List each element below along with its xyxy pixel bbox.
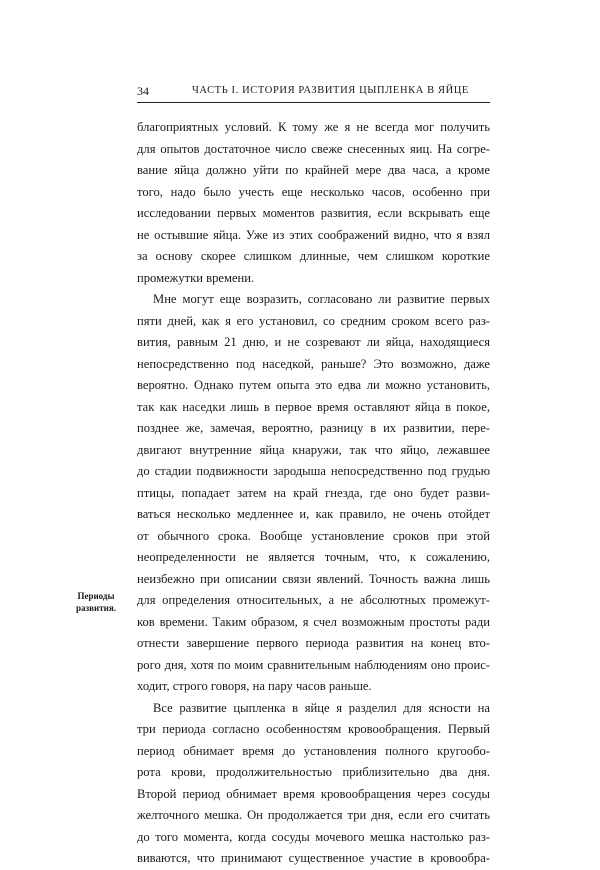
text-line: вероятно. Однако путем опыта это едва ли можно установить, <box>137 378 490 392</box>
text-line: ков времени. Таким образом, я счел возможным простоты ради <box>137 614 490 629</box>
text-line: для определения относительных, а не абсолютных промежут- <box>137 593 490 607</box>
text-line: пяти дней, как я его установил, со средним сроком всего раз- <box>137 313 490 328</box>
margin-note-line: развития. <box>76 603 116 613</box>
text-line: рота крови, продолжительностью приблизительно два дня. <box>137 765 490 779</box>
text-line: от обычного срока. Вообще установление сроков при этой <box>137 528 490 543</box>
text-line: непосредственно под наседкой, раньше? Это возможно, даже <box>137 356 490 371</box>
text-line: за основу скорее слишком длинные, чем слишком короткие <box>137 249 490 263</box>
text-line: того, надо было учесть еще несколько часов, особенно при <box>137 184 490 199</box>
text-line: до стадии подвижности зародыша непосредственно под грудью <box>137 464 490 478</box>
page-number: 34 <box>137 84 149 98</box>
text-line: Все развитие цыпленка в яйце я разделил для ясности на <box>153 700 490 715</box>
text-line: для опытов достаточное число свеже снесенных яиц. На согре- <box>137 141 490 156</box>
text-line: период обнимает время до установления полного кругообо- <box>137 743 490 758</box>
text-line: благоприятных условий. К тому же я не всегда мог получить <box>137 120 490 134</box>
running-title: ЧАСТЬ I. ИСТОРИЯ РАЗВИТИЯ ЦЫПЛЕНКА В ЯЙЦЕ <box>192 85 469 96</box>
text-line: неопределенности не является точным, что, к сожалению, <box>137 550 490 564</box>
text-line: ходит, строго говоря, на пару часов раньше. <box>137 679 372 693</box>
text-line: желточного мешка. Он продолжается три дня, если его считать <box>137 808 490 822</box>
text-line: вание яйца должно уйти по крайней мере два часа, а кроме <box>137 163 490 177</box>
text-line: три периода согласно особенностям кровообращения. Первый <box>137 722 490 736</box>
text-line: виваются, что принимают существенное участие в кровообра- <box>137 851 490 865</box>
text-line: двигают внутренние яйца кнаружи, так что яйцо, лежавшее <box>137 442 490 457</box>
text-line: так как наседки лишь в первое время оставляют яйца в покое, <box>137 399 490 414</box>
text-line: до того момента, когда сосуды мочевого мешка настолько раз- <box>137 829 490 844</box>
running-header <box>137 84 490 103</box>
margin-note <box>66 590 126 614</box>
text-line: ваться несколько медленнее и, как правило, не очень отойдет <box>137 507 490 521</box>
text-line: птицы, попадает затем на край гнезда, где оно будет разви- <box>137 485 490 500</box>
text-line: промежутки времени. <box>137 270 255 285</box>
text-line: исследовании первых моментов развития, если вскрывать еще <box>137 206 490 220</box>
text-line: Мне могут еще возразить, согласовано ли развитие первых <box>153 292 490 306</box>
body-text <box>137 117 490 870</box>
text-line: позднее же, замечая, вероятно, разницу в их развитии, пере- <box>137 421 490 435</box>
text-line: отнести завершение первого периода развития на конец вто- <box>137 636 490 650</box>
margin-note-line: Периоды <box>77 591 115 601</box>
text-line: неизбежно при описании связи явлений. Точность важна лишь <box>137 571 490 586</box>
text-line: Второй период обнимает время кровообращения через сосуды <box>137 786 490 801</box>
text-line: вития, равным 21 дню, и не созревают ли яйца, находящиеся <box>137 335 490 349</box>
text-line: рого дня, хотя по моим сравнительным наблюдениям оно проис- <box>137 657 490 672</box>
text-line: не остывшие яйца. Уже из этих соображений видно, что я взял <box>137 227 490 242</box>
